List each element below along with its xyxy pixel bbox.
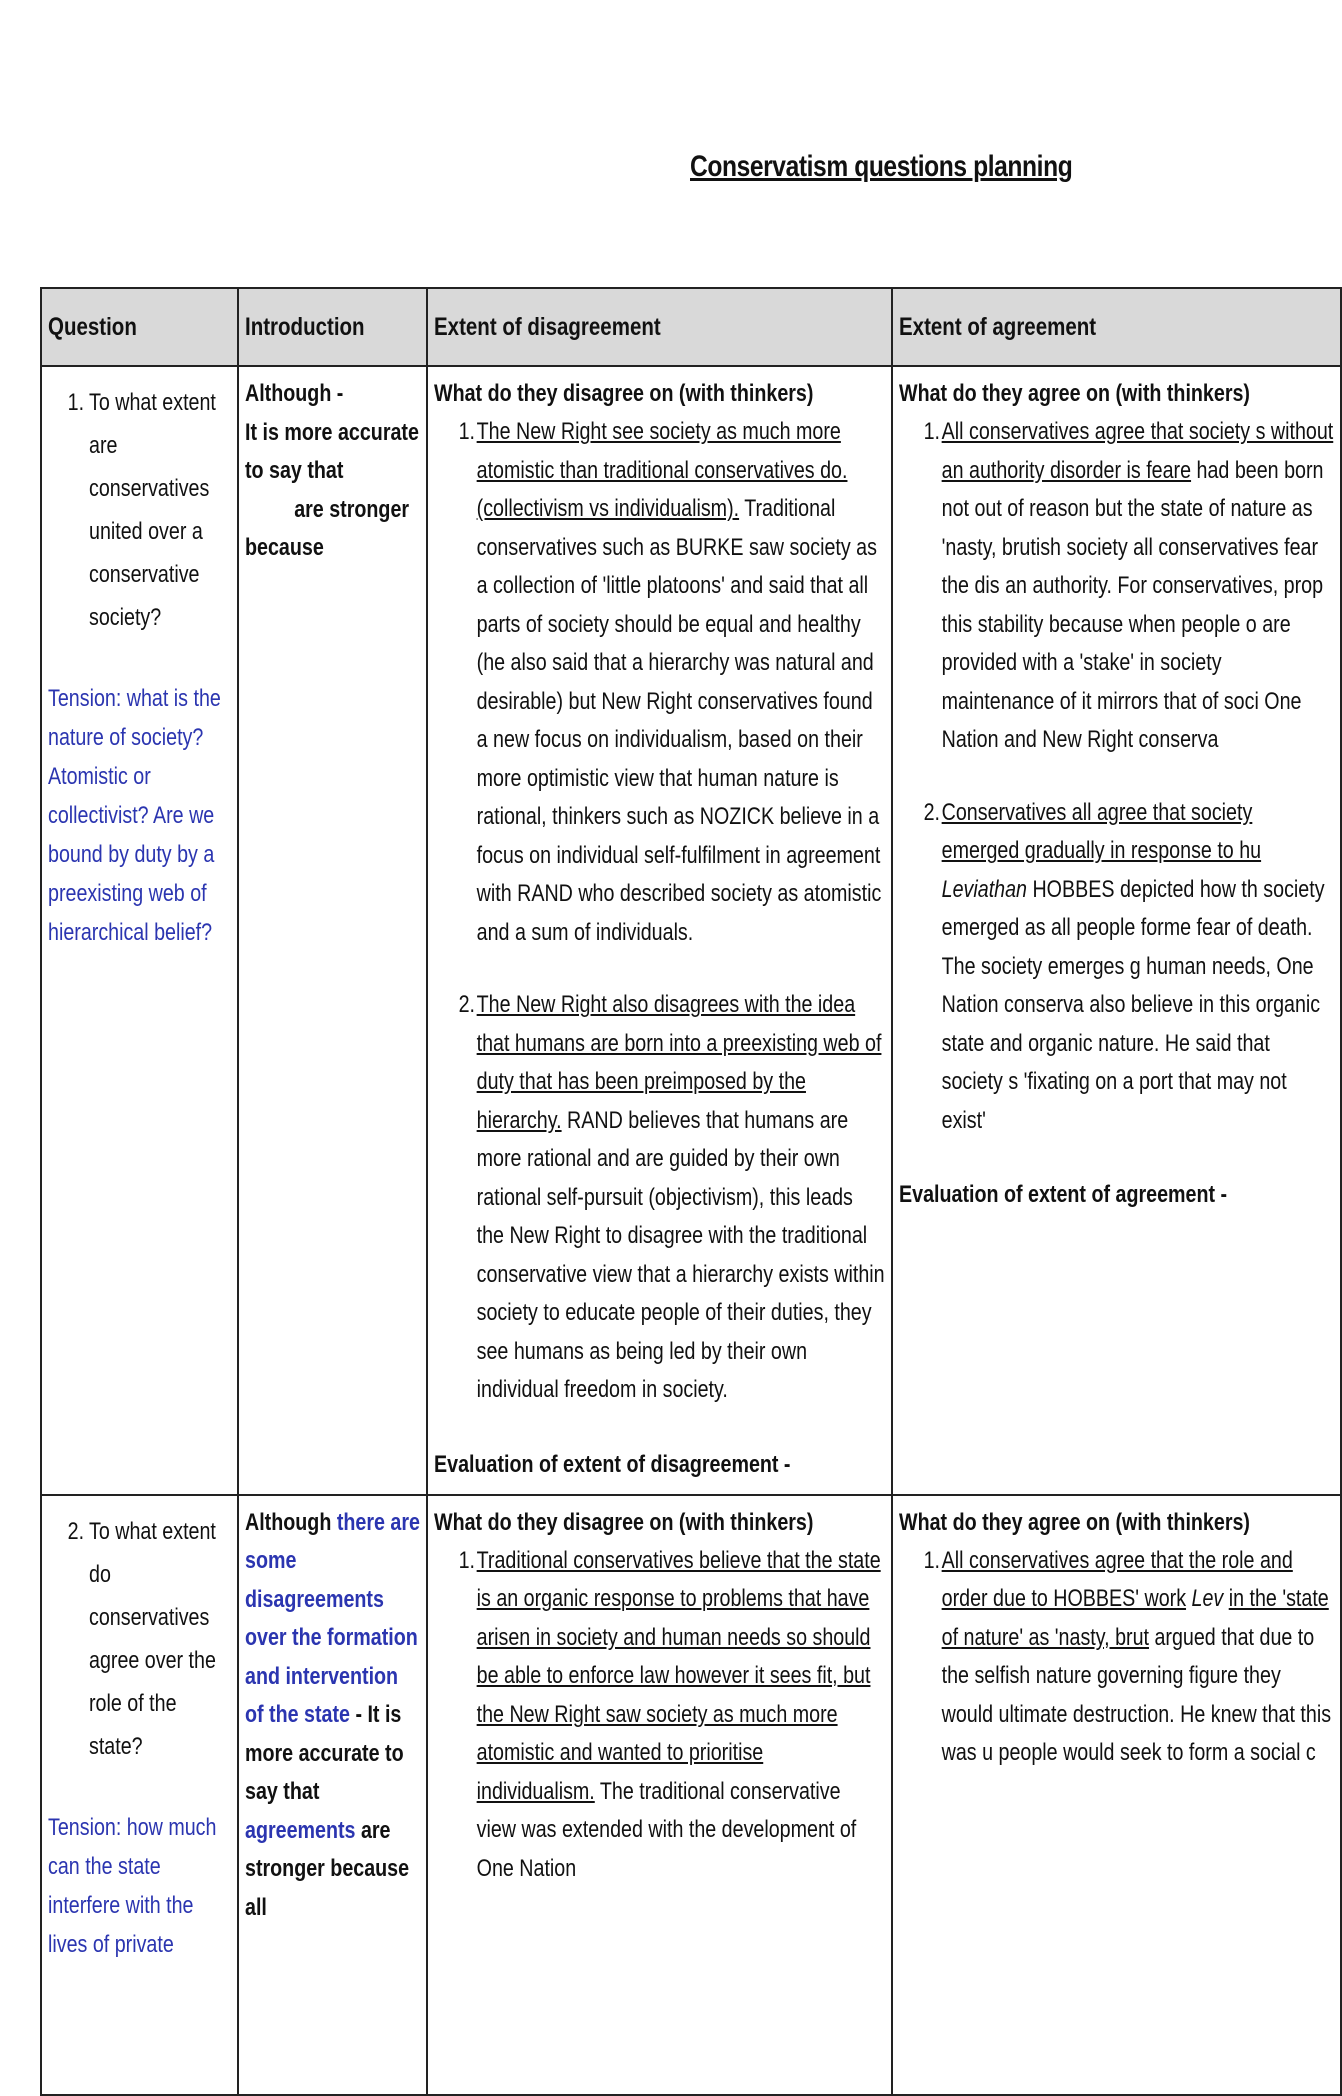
question-text: 1. To what extent are conservatives united over a conservative society? bbox=[67, 389, 216, 631]
list-item: 1. The New Right see society as much more atomistic than traditional conservatives do. (collectivism vs individualism). Traditional conservatives such as BURKE saw society as a collection of 'little platoons' and said that all parts of society should be equal and healthy (he also said that a hierarchy was natural and desirable) but New Right conservatives found a new focus on individualism, based on their more optimistic view that human nature is rational, thinkers such as NOZICK believe in a focus on individual self-fulfilment in agreement with RAND who described society as atomistic and a sum of individuals. bbox=[458, 418, 882, 946]
intro-line: because bbox=[245, 534, 324, 561]
question-text: 2. To what extent do conservatives agree over the role of the state? bbox=[67, 1517, 216, 1760]
header-introduction: Introduction bbox=[238, 288, 427, 366]
list-item: 1. All conservatives agree that society s without an authority disorder is feare had been born not out of reason but the state of nature as 'nasty, brutish society all conservatives fear the dis an authority. For conservatives, prop this stability because when people o are provided with a 'stake' in society maintenance of it mirrors that of soci One Nation and New Right conserva bbox=[923, 418, 1334, 753]
header-agreement: Extent of agreement bbox=[892, 288, 1341, 366]
intro-line: Although - bbox=[245, 380, 344, 407]
introduction-cell bbox=[238, 366, 427, 1495]
table-row bbox=[41, 366, 1341, 1495]
list-item: 2. The New Right also disagrees with the idea that humans are born into a preexisting web of duty that has been preimposed by the hierarchy. RAND believes that humans are more rational and are guided by their own rational self-pursuit (objectivism), this leads the New Right to disagree with the traditional conservative view that a hierarchy exists within society to educate people of their duties, they see humans as being led by their own individual freedom in society. bbox=[458, 991, 885, 1403]
disagree-evaluation: Evaluation of extent of disagreement - bbox=[434, 1450, 791, 1478]
disagreement-cell bbox=[427, 366, 892, 1495]
list-item: 1. All conservatives agree that the role and order due to HOBBES' work Lev in the 'state of nature' as 'nasty, brut argued that due to the selfish nature governing figure they would ultimate destruction. He knew that this was u people would seek to form a social c bbox=[923, 1546, 1332, 1766]
agree-heading: What do they agree on (with thinkers) bbox=[899, 380, 1250, 407]
agree-heading: What do they agree on (with thinkers) bbox=[899, 1508, 1250, 1536]
page-title: Conservatism questions planning bbox=[690, 150, 1073, 183]
disagree-heading: What do they disagree on (with thinkers) bbox=[434, 380, 814, 407]
header-disagreement: Extent of disagreement bbox=[427, 288, 892, 366]
introduction-cell: Although there are some disagreements over the formation and intervention of the state - It is more accurate to say that agreements are stronger because all bbox=[238, 1495, 427, 2095]
agree-evaluation: Evaluation of extent of agreement - bbox=[899, 1181, 1228, 1208]
table-row bbox=[41, 1495, 1341, 2095]
intro-line: are stronger bbox=[294, 495, 410, 523]
tension-note: Tension: what is the nature of society? Atomistic or collectivist? Are we bound by duty by a preexisting web of hierarchical belief? bbox=[48, 685, 221, 946]
question-cell bbox=[41, 366, 238, 1495]
list-item: 2. Conservatives all agree that society emerged gradually in response to hu Leviathan HOBBES depicted how th society emerged as all people forme fear of death. The society emerges g human needs, One Nation conserva also believe in this organic state and organic nature. He said that society s 'fixating on a port that may not exist' bbox=[923, 798, 1325, 1134]
header-row bbox=[41, 288, 1341, 366]
tension-note: Tension: how much can the state interfere with the lives of private bbox=[48, 1813, 217, 1958]
disagree-heading: What do they disagree on (with thinkers) bbox=[434, 1508, 814, 1536]
question-cell bbox=[41, 1495, 238, 2095]
list-item: 1. Traditional conservatives believe that the state is an organic response to problems that have arisen in society and human needs so should be able to enforce law however it sees fit, but the New Right saw society as much more atomistic and wanted to prioritise individualism. The traditional conservative view was extended with the development of One Nation bbox=[458, 1546, 881, 1882]
header-question: Question bbox=[41, 288, 238, 366]
agreement-cell bbox=[892, 366, 1341, 1495]
intro-line: It is more accurate to say that bbox=[245, 418, 419, 484]
planning-table bbox=[40, 287, 1342, 2096]
agreement-cell bbox=[892, 1495, 1341, 2095]
disagreement-cell bbox=[427, 1495, 892, 2095]
